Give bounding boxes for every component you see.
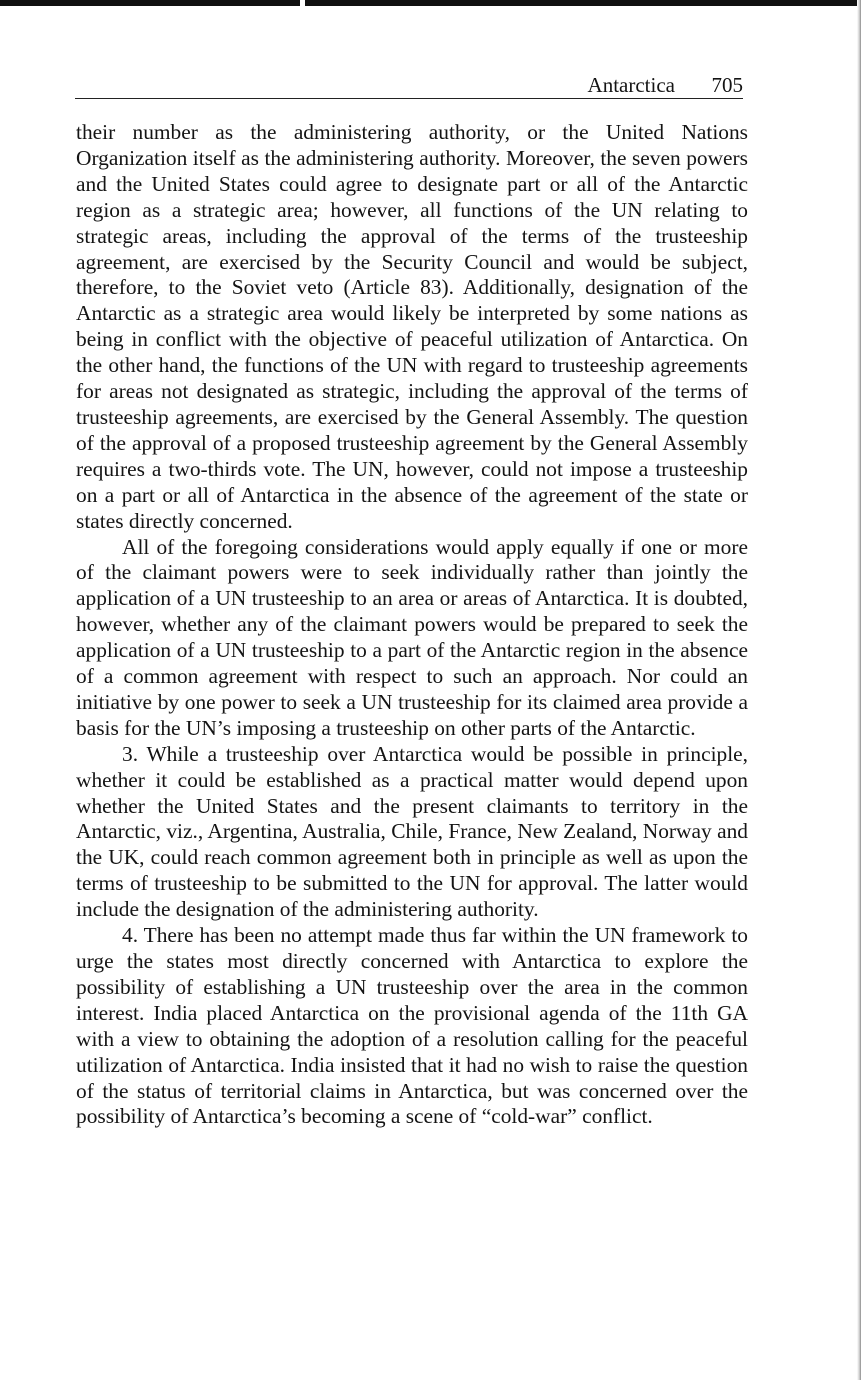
page-number: 705 bbox=[711, 73, 743, 97]
scan-border-right bbox=[857, 0, 861, 1380]
body-text bbox=[76, 120, 748, 1130]
paragraph-point-3: 3. While a trusteeship over Antarctica would be possible in principle, whether it could be established as a practical matter would depend upon whether the United States and the present claimants to territory in the Antarctic, viz., Argentina, Australia, Chile, France, New Zealand, Norway and the UK, could reach common agreement both in principle as well as upon the terms of trusteeship to be submitted to the UN for approval. The latter would include the designation of the administering authority. bbox=[76, 741, 748, 922]
paragraph-point-4: 4. There has been no attempt made thus far within the UN framework to urge the states most directly concerned with Antarctica to explore the possibility of establishing a UN trusteeship over the area in the common interest. India placed Antarctica on the provisional agenda of the 11th GA with a view to obtaining the adoption of a resolution calling for the peaceful utilization of Antarctica. India insisted that it had no wish to raise the question of the status of territorial claims in Antarctica, but was concerned over the possibility of Antarctica’s becoming a scene of “cold-war” conflict. bbox=[76, 923, 748, 1129]
paragraph-claimant-powers: All of the foregoing considerations would apply equally if one or more of the claimant powers were to seek individually rather than jointly the application of a UN trusteeship to an area or areas of Antarctica. It is doubted, however, whether any of the claimant powers would be prepared to seek the application of a UN trusteeship to a part of the Antarctic region in the absence of a common agreement with respect to such an approach. Nor could an initiative by one power to seek a UN trusteeship for its claimed area provide a basis for the UN’s imposing a trusteeship on other parts of the Antarctic. bbox=[76, 534, 748, 740]
scan-border-top bbox=[0, 0, 861, 6]
scan-border-gap bbox=[300, 0, 305, 6]
running-head bbox=[75, 72, 743, 99]
paragraph-continued: their number as the administering authority, or the United Nations Organization itself as the administering authority. Moreover, the seven powers and the United States could agree to designate part or all of the Antarctic region as a strategic area; however, all functions of the UN relating to strategic areas, including the approval of the terms of the trusteeship agreement, are exercised by the Security Council and would be subject, therefore, to the Soviet veto (Article 83). Additionally, designation of the Antarctic as a strategic area would likely be interpreted by some nations as being in conflict with the objective of peaceful utilization of Antarctica. On the other hand, the functions of the UN with regard to trusteeship agreements for areas not designated as strategic, including the approval of the terms of trusteeship agreements, are exercised by the General Assembly. The question of the approval of a proposed trusteeship agreement by the General Assembly requires a two-thirds vote. The UN, however, could not impose a trusteeship on a part or all of Antarctica in the absence of the agreement of the state or states directly concerned. bbox=[76, 120, 748, 533]
running-head-title: Antarctica bbox=[587, 73, 675, 97]
